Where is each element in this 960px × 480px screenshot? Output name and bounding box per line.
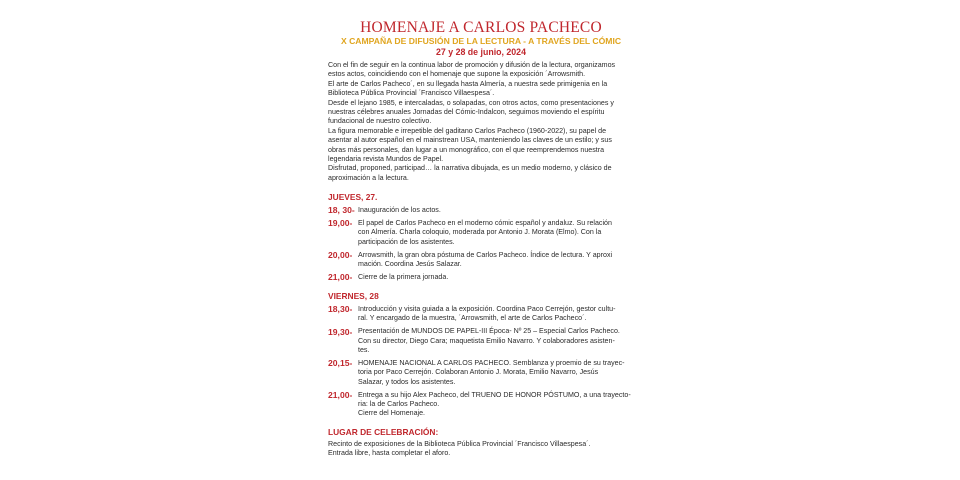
schedule-item bbox=[328, 327, 634, 356]
event-line: Cierre de la primera jornada. bbox=[358, 272, 449, 281]
intro-line: aproximación a la lectura. bbox=[328, 173, 409, 182]
document-subtitle: X CAMPAÑA DE DIFUSIÓN DE LA LECTURA - A TRAVÉS DEL CÓMIC bbox=[340, 36, 622, 46]
intro-line: Desde el lejano 1985, e intercaladas, o solapadas, con otros actos, como presentaciones y bbox=[328, 98, 614, 107]
event-line: toria por Paco Cerrejón. Colaboran Antonio J. Morata, Emilio Navarro, Jesús bbox=[358, 368, 599, 377]
event-description bbox=[358, 272, 634, 282]
intro-text bbox=[328, 61, 634, 183]
event-time: 20,00- bbox=[328, 250, 353, 260]
day2-heading: VIERNES, 28 bbox=[328, 291, 379, 302]
event-time: 18,30- bbox=[328, 304, 353, 315]
event-line: mación. Coordina Jesús Salazar. bbox=[358, 259, 462, 268]
schedule-item bbox=[328, 218, 634, 247]
event-line: Presentación de MUNDOS DE PAPEL-III Época- Nº 25 – Especial Carlos Pacheco. bbox=[358, 327, 620, 336]
event-description bbox=[358, 304, 634, 323]
program-document bbox=[328, 20, 634, 459]
event-description bbox=[358, 218, 634, 247]
intro-line: Disfrutad, proponed, participad… la narrativa dibujada, es un medio moderno, y clásico de bbox=[328, 164, 612, 173]
event-description bbox=[358, 205, 634, 215]
schedule-item bbox=[328, 250, 634, 269]
schedule-item bbox=[328, 272, 634, 282]
schedule-item bbox=[328, 358, 634, 387]
intro-line: asentar al autor español en el mainstrean USA, manteniendo las claves de un estilo; y sus bbox=[328, 136, 612, 145]
intro-line: Biblioteca Pública Provincial ´Francisco Villaespesa´. bbox=[328, 89, 495, 98]
event-line: Arrowsmith, la gran obra póstuma de Carlos Pacheco. Índice de lectura. Y aproxi bbox=[358, 250, 613, 259]
intro-line: fundacional de nuestro colectivo. bbox=[328, 117, 432, 126]
event-line: tes. bbox=[358, 345, 370, 354]
event-line: HOMENAJE NACIONAL A CARLOS PACHECO. Semblanza y proemio de su trayec- bbox=[358, 358, 625, 367]
intro-line: Con el fin de seguir en la continua labor de promoción y difusión de la lectura, organizamos bbox=[328, 61, 616, 69]
event-line: Inauguración de los actos. bbox=[358, 205, 441, 214]
event-line: Salazar, y todos los asistentes. bbox=[358, 377, 456, 386]
venue-line: Recinto de exposiciones de la Biblioteca Pública Provincial ´Francisco Villaespesa´. bbox=[328, 439, 591, 448]
event-dates: 27 y 28 de junio, 2024 bbox=[436, 47, 526, 57]
day1-heading: JUEVES, 27. bbox=[328, 192, 378, 203]
event-line: participación de los asistentes. bbox=[358, 237, 455, 246]
event-line: con Almería. Charla coloquio, moderada por Antonio J. Morata (Elmo). Con la bbox=[358, 228, 602, 237]
event-description bbox=[358, 250, 634, 269]
document-title: HOMENAJE A CARLOS PACHECO bbox=[360, 19, 602, 36]
event-time: 19,00- bbox=[328, 218, 353, 229]
event-time: 21,00- bbox=[328, 390, 353, 401]
intro-line: El arte de Carlos Pacheco´, en su llegada hasta Almería, a nuestra sede primigenia en la bbox=[328, 79, 608, 88]
event-description bbox=[358, 358, 634, 387]
event-line: Con su director, Diego Cara; maquetista Emilio Navarro. Y colaboradores asisten- bbox=[358, 336, 615, 345]
schedule-item bbox=[328, 390, 634, 419]
schedule-item bbox=[328, 304, 634, 323]
event-line: Cierre del Homenaje. bbox=[358, 409, 426, 418]
event-time: 21,00- bbox=[328, 272, 353, 283]
schedule-item bbox=[328, 205, 634, 215]
intro-line: legendaria revista Mundos de Papel. bbox=[328, 155, 444, 164]
intro-line: La figura memorable e irrepetible del gaditano Carlos Pacheco (1960-2022), su papel de bbox=[328, 126, 607, 135]
venue-heading: LUGAR DE CELEBRACIÓN: bbox=[328, 426, 439, 437]
event-line: ral. Y encargado de la muestra, ´Arrowsmith, el arte de Carlos Pacheco´. bbox=[358, 314, 587, 323]
intro-line: estos actos, coincidiendo con el homenaje que supone la exposición ´Arrowsmith. bbox=[328, 70, 586, 79]
venue-line: Entrada libre, hasta completar el aforo. bbox=[328, 449, 451, 458]
event-line: Entrega a su hijo Alex Pacheco, del TRUENO DE HONOR PÓSTUMO, a una trayecto- bbox=[358, 390, 631, 399]
event-description bbox=[358, 327, 634, 356]
intro-line: nuestras célebres anuales Jornadas del Cómic-Indalcon, seguimos moviendo el espíritu bbox=[328, 108, 605, 117]
event-time: 19,30- bbox=[328, 326, 353, 337]
intro-line: obras más personales, dan lugar a un monográfico, con el que reemprendemos nuestra bbox=[328, 145, 605, 154]
event-line: El papel de Carlos Pacheco en el moderno cómic español y andaluz. Su relación bbox=[358, 218, 612, 227]
event-line: Introducción y visita guiada a la exposición. Coordina Paco Cerrejón, gestor cultu- bbox=[358, 304, 616, 313]
event-description bbox=[358, 390, 634, 419]
event-time: 20,15- bbox=[328, 358, 353, 369]
event-line: ria: la de Carlos Pacheco. bbox=[358, 399, 440, 408]
event-time: 18, 30- bbox=[328, 205, 355, 216]
